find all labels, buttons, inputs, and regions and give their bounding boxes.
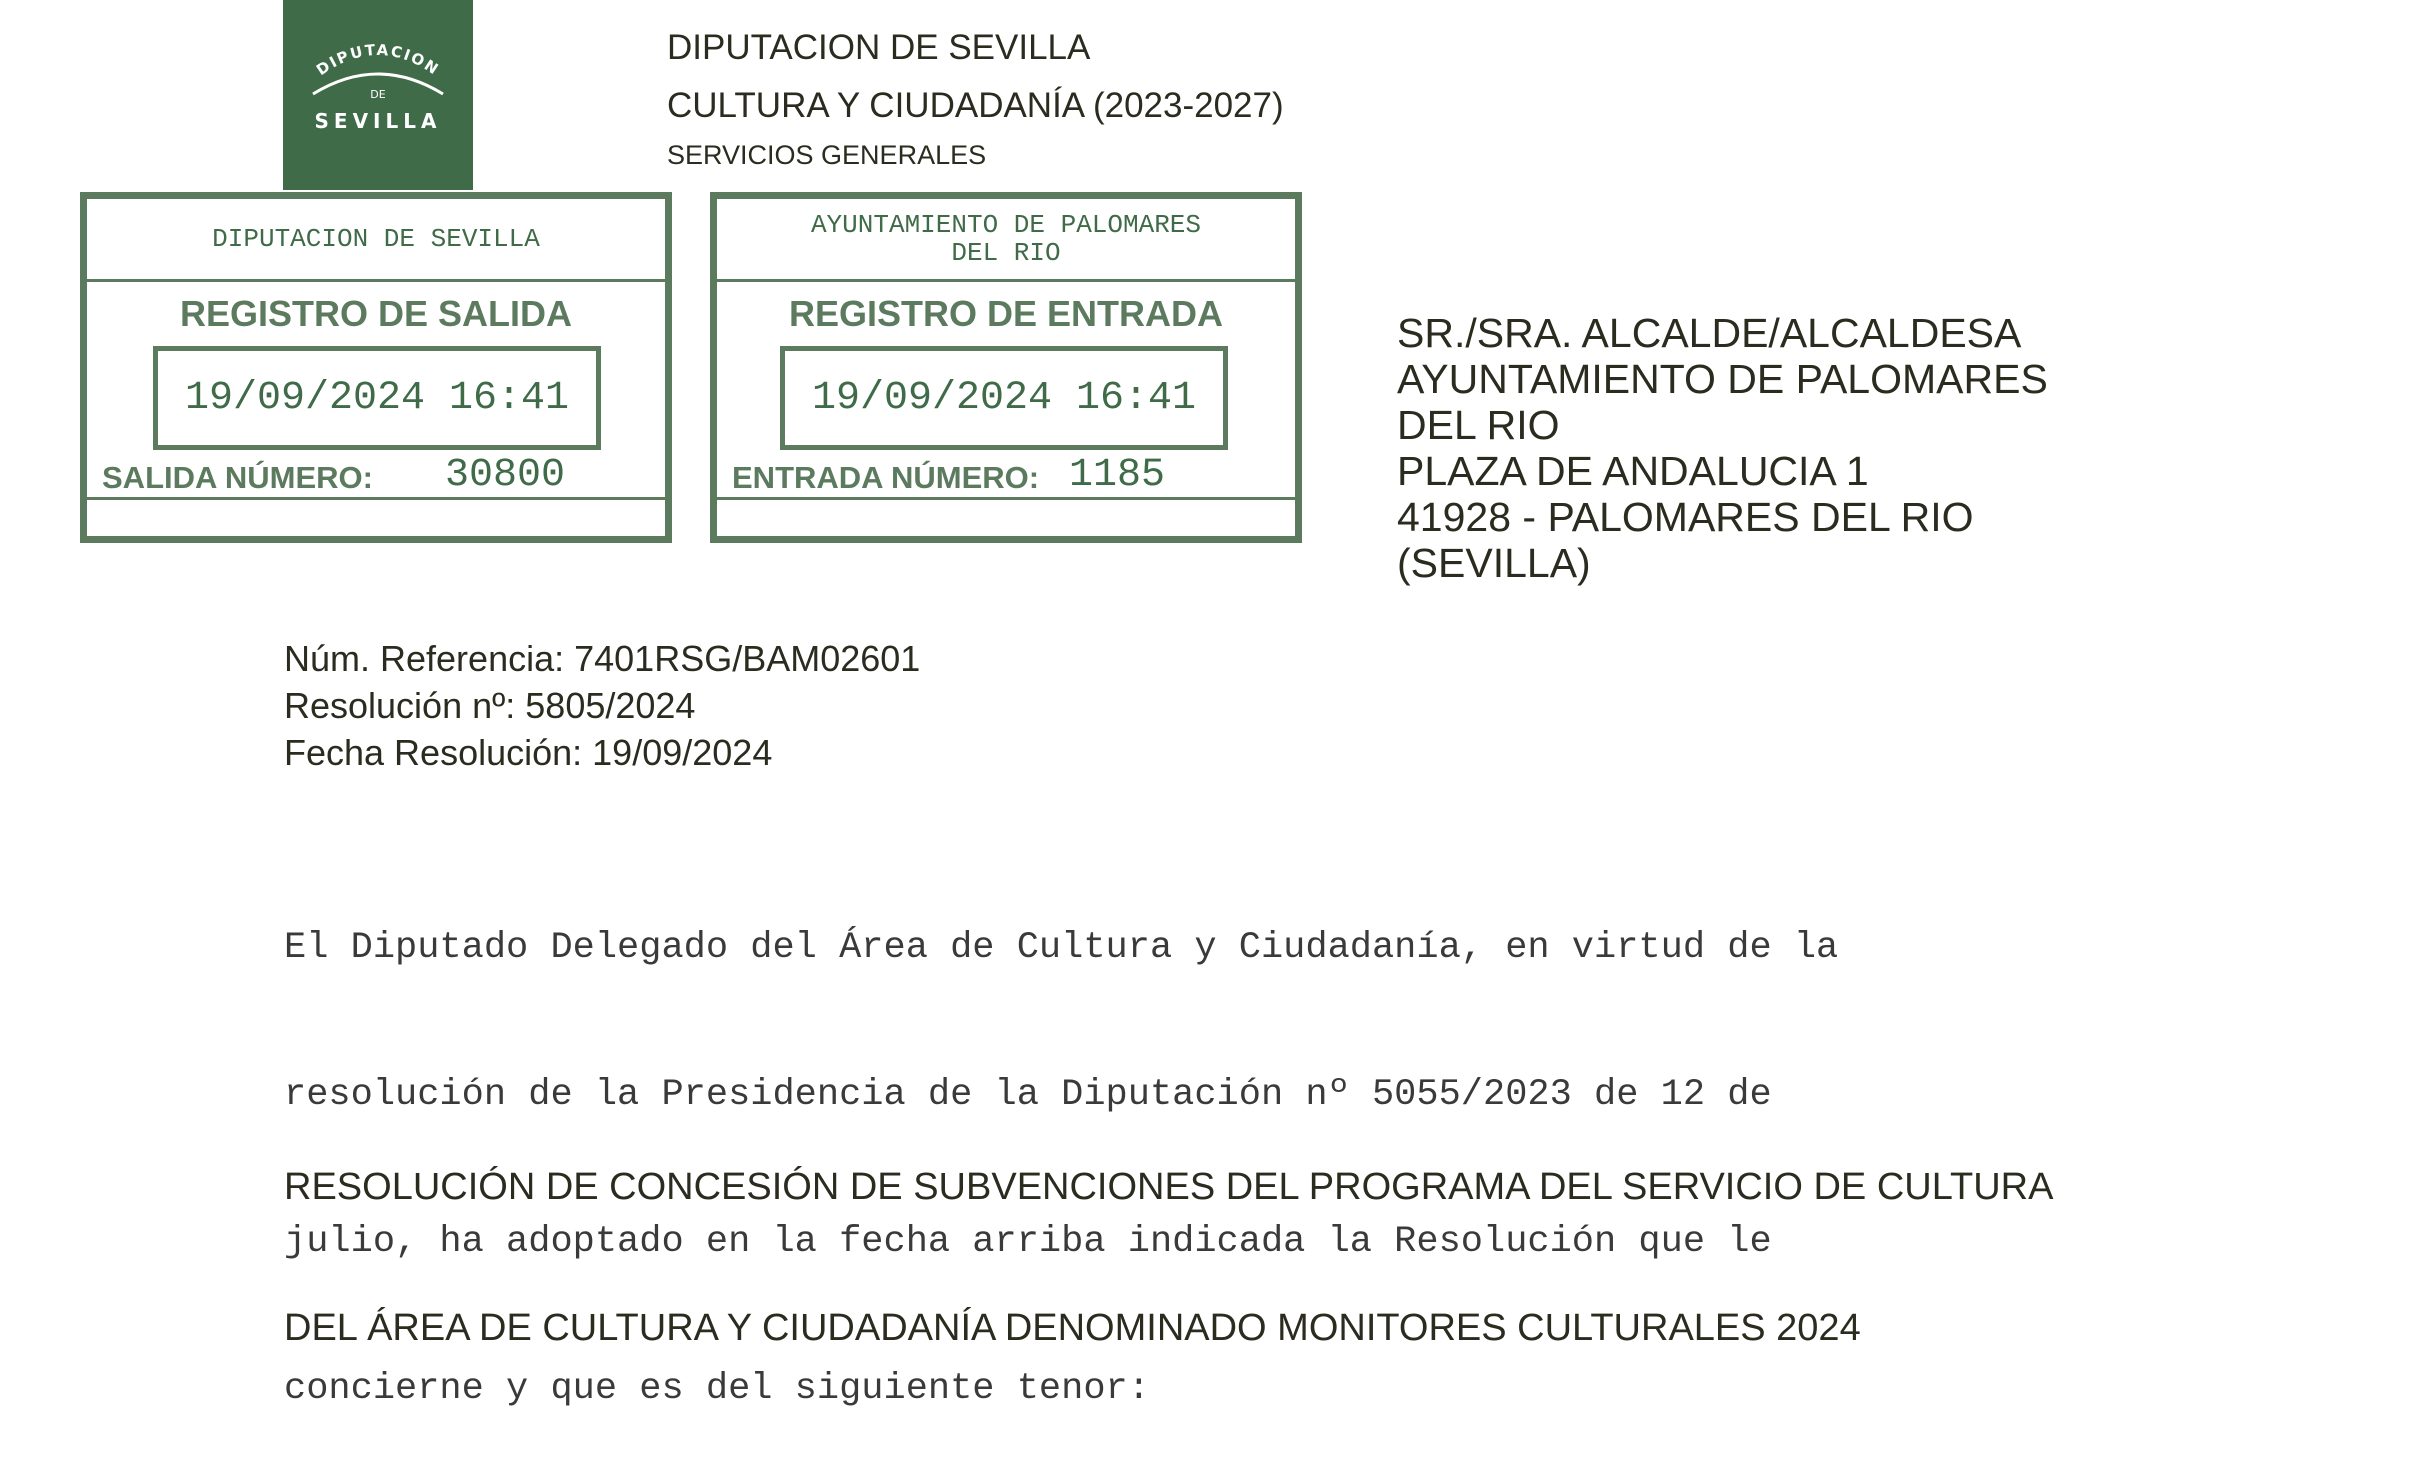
stamp-entrada-org xyxy=(717,199,1295,282)
body-line: resolución de la Presidencia de la Diputación nº 5055/2023 de 12 de xyxy=(284,1074,1772,1116)
stamp-registro-entrada xyxy=(710,192,1302,543)
stamp-entrada-datetime: 19/09/2024 16:41 xyxy=(780,346,1228,450)
body-line: julio, ha adoptado en la fecha arriba indicada la Resolución que le xyxy=(284,1221,1772,1263)
stamp-salida-number-label: SALIDA NÚMERO: xyxy=(102,460,373,495)
stamp-entrada-title: REGISTRO DE ENTRADA xyxy=(788,293,1224,334)
header-area: CULTURA Y CIUDADANÍA (2023-2027) xyxy=(667,86,1284,125)
resolution-title-line: RESOLUCIÓN DE CONCESIÓN DE SUBVENCIONES DEL PROGRAMA DEL SERVICIO DE CULTURA xyxy=(284,1166,2054,1208)
reference-number: Núm. Referencia: 7401RSG/BAM02601 xyxy=(284,638,921,679)
header-service: SERVICIOS GENERALES xyxy=(667,140,987,170)
diputacion-logo-graphic xyxy=(283,0,473,190)
stamp-salida-org-text: DIPUTACION DE SEVILLA xyxy=(212,224,540,254)
logo-text-top: DIPUTACION xyxy=(313,40,443,80)
logo-text-bottom: SEVILLA xyxy=(314,109,442,133)
resolution-title xyxy=(284,1070,2144,1399)
stamp-salida-datetime: 19/09/2024 16:41 xyxy=(153,346,601,450)
resolution-title-line: DEL ÁREA DE CULTURA Y CIUDADANÍA DENOMINADO MONITORES CULTURALES 2024 xyxy=(284,1307,1861,1349)
stamp-registro-salida xyxy=(80,192,672,543)
recipient-line: AYUNTAMIENTO DE PALOMARES xyxy=(1397,356,2048,402)
recipient-line: PLAZA DE ANDALUCIA 1 xyxy=(1397,448,1869,494)
header-org: DIPUTACION DE SEVILLA xyxy=(667,28,1091,67)
recipient-line: 41928 - PALOMARES DEL RIO xyxy=(1397,494,1974,540)
recipient-line: SR./SRA. ALCALDE/ALCALDESA xyxy=(1397,310,2022,356)
stamp-salida-divider xyxy=(87,497,665,500)
logo-text-mid: DE xyxy=(370,88,386,101)
stamp-entrada-org-line1: AYUNTAMIENTO DE PALOMARES xyxy=(810,210,1202,240)
stamp-entrada-divider xyxy=(717,497,1295,500)
resolution-date: Fecha Resolución: 19/09/2024 xyxy=(284,732,773,773)
recipient-address xyxy=(1397,310,2048,586)
body-line: concierne y que es del siguiente tenor: xyxy=(284,1368,1150,1410)
stamp-salida-org xyxy=(87,199,665,282)
document-references xyxy=(284,635,920,776)
resolution-number: Resolución nº: 5805/2024 xyxy=(284,685,696,726)
recipient-line: (SEVILLA) xyxy=(1397,540,1591,586)
stamp-entrada-number: 1185 xyxy=(1069,453,1166,498)
stamp-salida-number: 30800 xyxy=(445,453,566,498)
diputacion-logo xyxy=(283,0,473,190)
body-line: El Diputado Delegado del Área de Cultura y Ciudadanía, en virtud de la xyxy=(284,927,1839,969)
stamp-salida-title: REGISTRO DE SALIDA xyxy=(179,293,573,334)
recipient-line: DEL RIO xyxy=(1397,402,1560,448)
stamp-entrada-number-label: ENTRADA NÚMERO: xyxy=(732,460,1040,495)
stamp-entrada-org-line2: DEL RIO xyxy=(951,238,1061,268)
